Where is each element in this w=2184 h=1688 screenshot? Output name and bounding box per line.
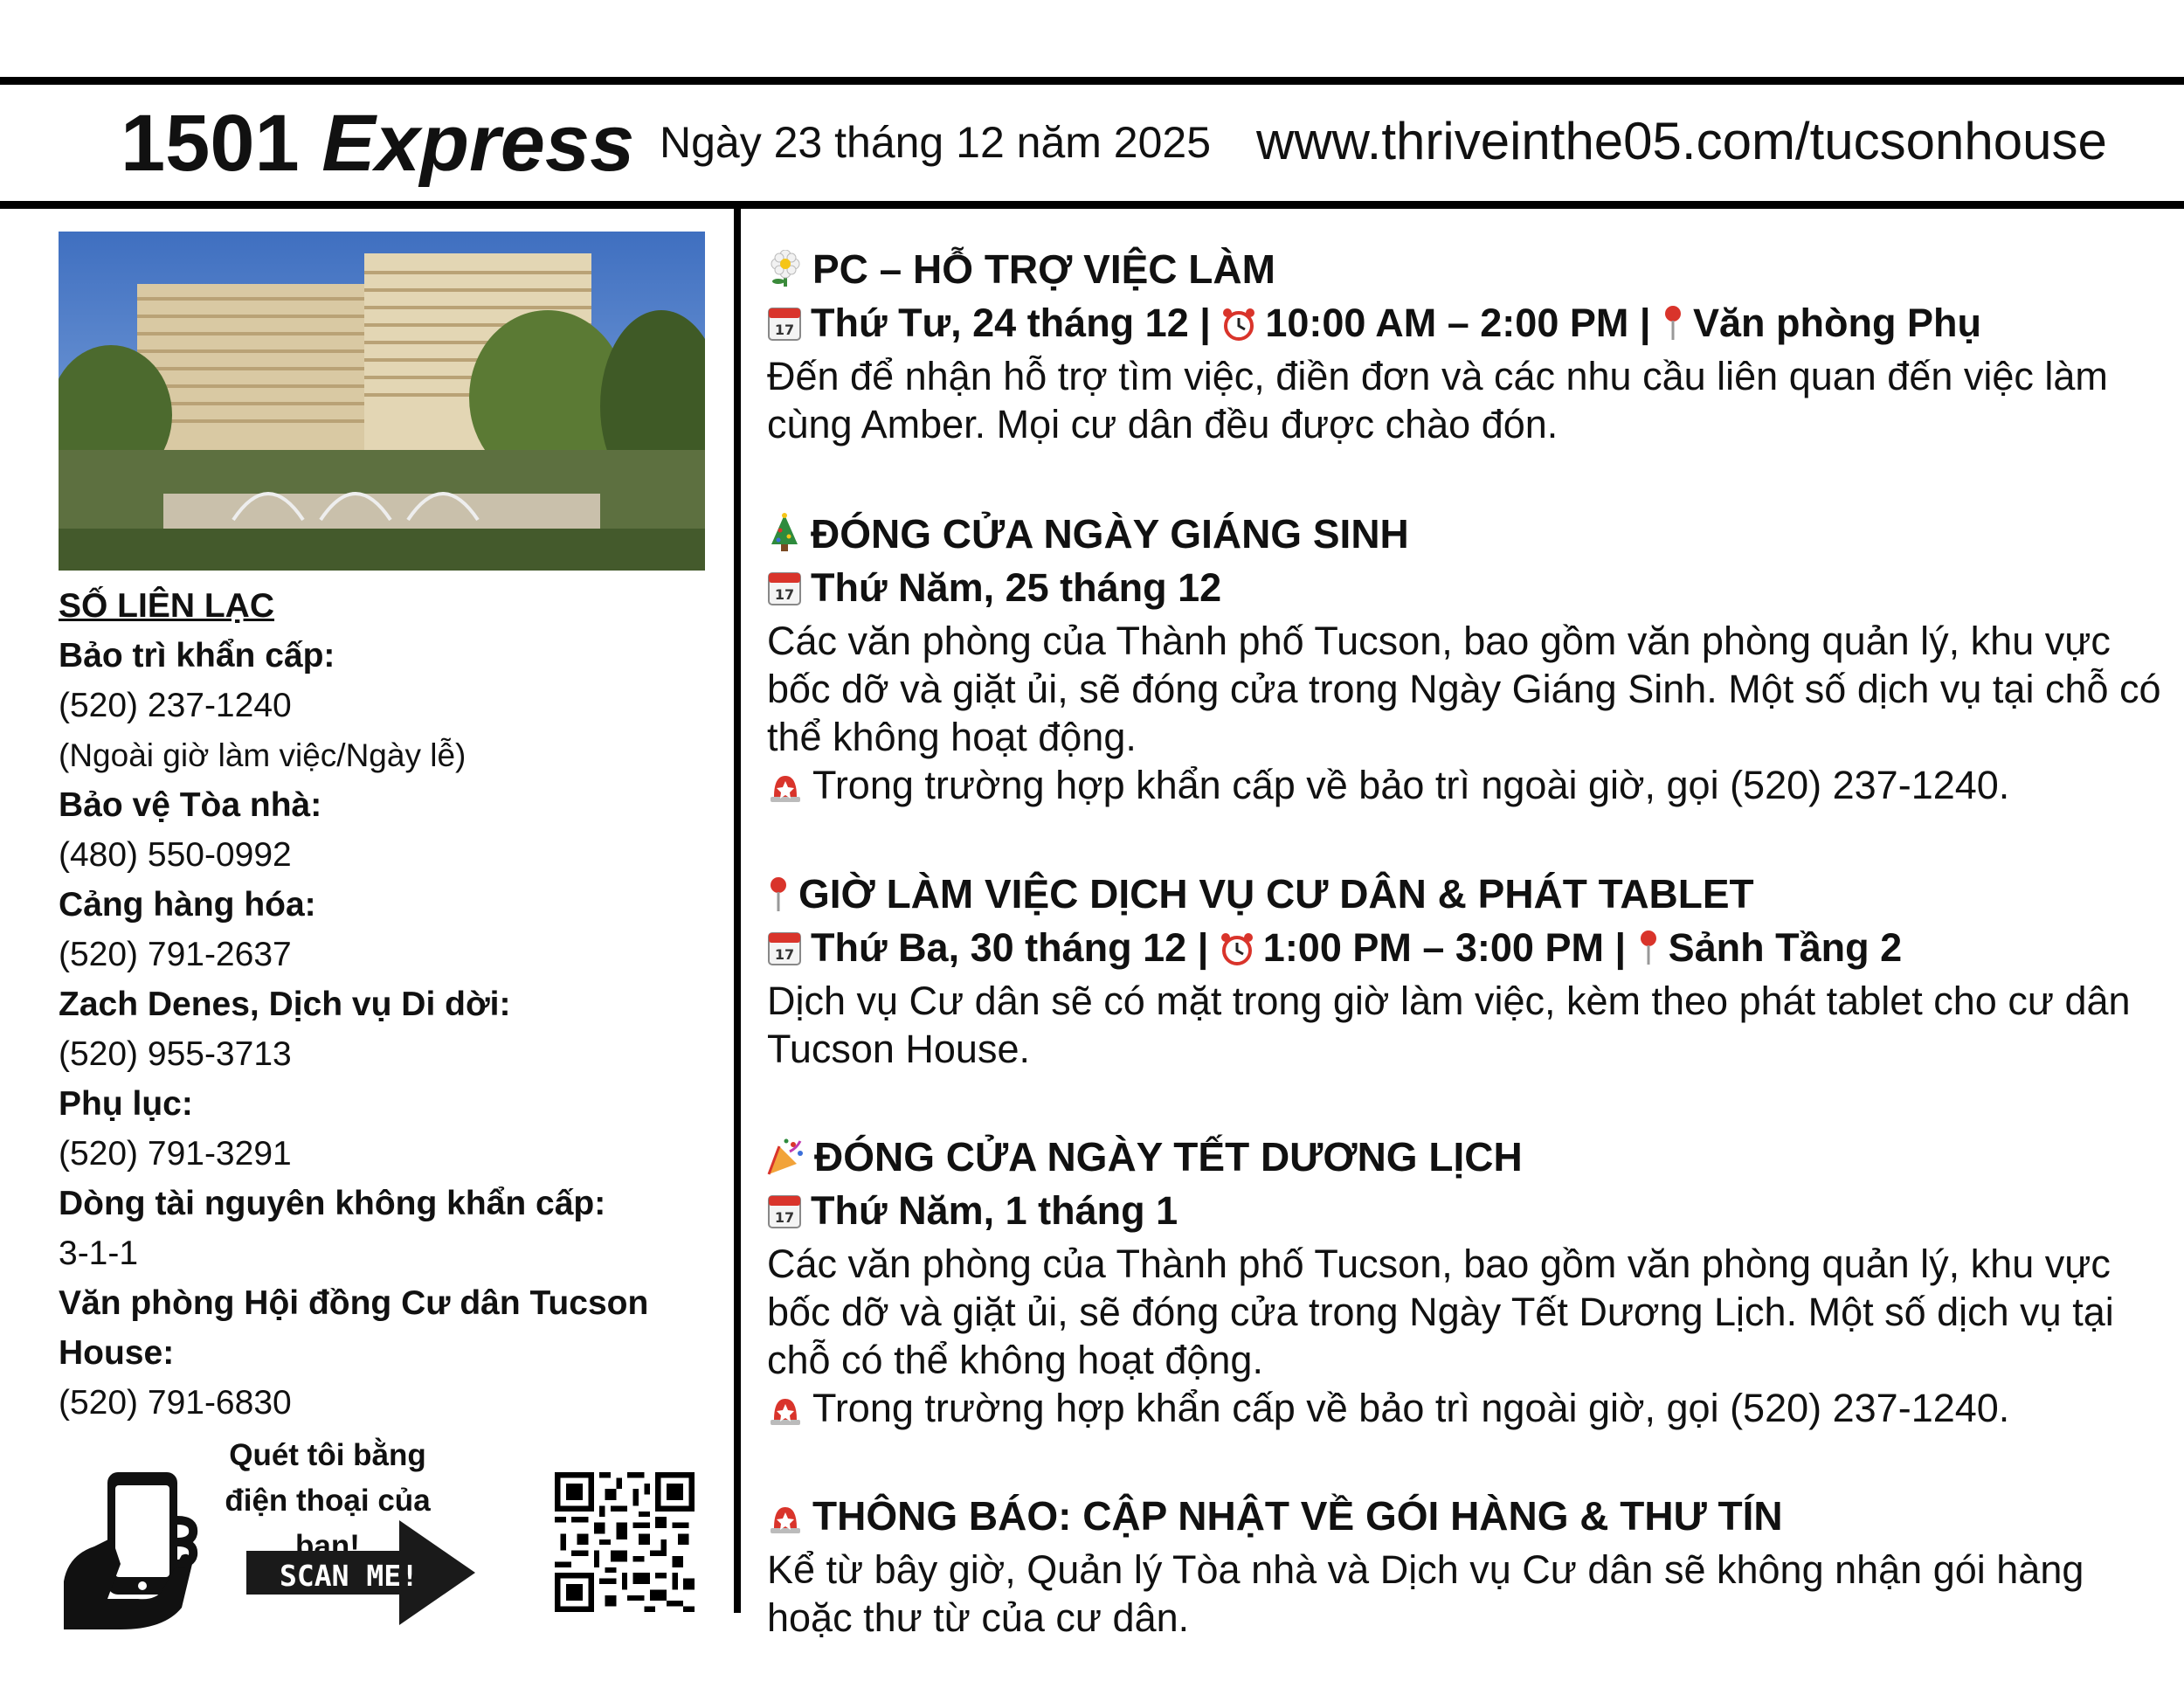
event-time: 1:00 PM – 3:00 PM [1262,925,1604,970]
newsletter-header [0,85,2184,201]
event-job-support [767,245,2165,448]
event-alert: Trong trường hợp khẩn cấp về bảo trì ngoài giờ, gọi (520) 237-1240. [812,1386,2010,1430]
scan-section [52,1433,716,1634]
pin-icon [767,875,790,924]
contact-phone[interactable]: 3-1-1 [59,1235,139,1272]
event-title-row [767,869,2165,924]
event-new-year-closure [767,1132,2165,1437]
event-alert-row [767,1384,2165,1437]
title-number: 1501 [121,99,300,188]
event-title: THÔNG BÁO: CẬP NHẬT VỀ GÓI HÀNG & THƯ TÍN [812,1493,1783,1539]
contact-phone[interactable]: (480) 550-0992 [59,836,292,874]
calendar-icon [767,929,802,977]
event-title-row [767,245,2165,299]
event-title-row [767,1132,2165,1186]
event-description: Các văn phòng của Thành phố Tucson, bao gồm văn phòng quản lý, khu vực bốc dỡ và giặt ủi, sẽ đóng cửa trong Ngày Tết Dương Lịch. Một số dịch vụ tại chỗ có thể không hoạt động. [767,1242,2114,1382]
contact-label: Bảo vệ Tòa nhà: [59,786,322,824]
svg-text:17: 17 [774,322,795,338]
flower-icon [767,250,804,299]
pin-icon [1637,929,1660,977]
contact-list [59,581,722,1428]
column-divider [734,209,741,1613]
svg-text:17: 17 [774,586,795,603]
event-resident-services [767,869,2165,1073]
event-alert: Trong trường hợp khẩn cấp về bảo trì ngoài giờ, gọi (520) 237-1240. [812,763,2010,807]
event-date: Thứ Ba, 30 tháng 12 [811,925,1187,970]
event-title: ĐÓNG CỬA NGÀY GIÁNG SINH [811,511,1409,557]
scan-me-label: SCAN ME! [280,1559,418,1593]
header-top-rule [0,77,2184,85]
calendar-icon [767,304,802,352]
event-title: GIỜ LÀM VIỆC DỊCH VỤ CƯ DÂN & PHÁT TABLET [798,871,1754,917]
building-photo [59,232,705,571]
event-location: Văn phòng Phụ [1692,301,1981,345]
event-description: Kể từ bây giờ, Quản lý Tòa nhà và Dịch vụ Cư dân sẽ không nhận gói hàng hoặc thư từ của cư dân. [767,1547,2084,1640]
event-title: PC – HỖ TRỢ VIỆC LÀM [812,246,1275,292]
event-description: Dịch vụ Cư dân sẽ có mặt trong giờ làm việc, kèm theo phát tablet cho cư dân Tucson House. [767,979,2131,1071]
calendar-icon [767,569,802,617]
title-word: Express [321,99,635,188]
event-time: 10:00 AM – 2:00 PM [1265,301,1629,345]
calendar-icon [767,1192,802,1240]
christmas-tree-icon [767,513,802,564]
event-description: Đến để nhận hỗ trợ tìm việc, điền đơn và các nhu cầu liên quan đến việc làm cùng Amber. Mọi cư dân đều được chào đón. [767,354,2108,446]
event-title-row [767,509,2165,564]
event-date: Thứ Tư, 24 tháng 12 [811,301,1189,345]
event-meta-row: 17 Thứ Ba, 30 tháng 12 | 1:00 PM – 3:00 PM | Sảnh Tầng 2 [767,924,2165,977]
contact-phone[interactable]: (520) 791-2637 [59,936,292,973]
siren-icon [767,1389,804,1437]
alarm-clock-icon [1221,304,1256,352]
contact-phone[interactable]: (520) 791-3291 [59,1135,292,1173]
contact-label: Cảng hàng hóa: [59,886,316,924]
event-location: Sảnh Tầng 2 [1668,925,1903,970]
svg-text:17: 17 [774,1209,795,1226]
scan-instruction: Quét tôi bằng điện thoại của bạn! [225,1438,431,1563]
contact-phone[interactable]: (520) 791-6830 [59,1384,292,1422]
contact-label: Zach Denes, Dịch vụ Di dời: [59,986,511,1023]
event-meta-row: 17 Thứ Tư, 24 tháng 12 | 10:00 AM – 2:00 PM | Văn phòng Phụ [767,299,2165,352]
event-date: Thứ Năm, 25 tháng 12 [811,565,1222,610]
event-christmas-closure [767,509,2165,814]
contact-note: (Ngoài giờ làm việc/Ngày lễ) [59,737,467,773]
contact-label: Dòng tài nguyên không khẩn cấp: [59,1185,606,1222]
event-title: ĐÓNG CỬA NGÀY TẾT DƯƠNG LỊCH [814,1134,1523,1180]
scan-me-arrow[interactable] [246,1520,478,1629]
issue-date: Ngày 23 tháng 12 năm 2025 [660,118,1212,167]
event-alert-row [767,761,2165,814]
event-title-row [767,1491,2165,1546]
contact-label: Phụ lục: [59,1085,193,1123]
contact-label: Bảo trì khẩn cấp: [59,637,335,675]
contact-label: Văn phòng Hội đồng Cư dân Tucson House: [59,1284,649,1372]
alarm-clock-icon [1220,929,1254,977]
event-date: Thứ Năm, 1 tháng 1 [811,1188,1178,1233]
siren-icon [767,1497,804,1546]
svg-text:17: 17 [774,946,795,963]
event-description: Các văn phòng của Thành phố Tucson, bao gồm văn phòng quản lý, khu vực bốc dỡ và giặt ủi, sẽ đóng cửa trong Ngày Giáng Sinh. Một số dịch vụ tại chỗ có thể không hoạt động. [767,619,2161,759]
website-url[interactable]: www.thriveinthe05.com/tucsonhouse [1256,112,2107,170]
header-bottom-rule [0,201,2184,209]
party-popper-icon [767,1138,805,1186]
event-meta-row [767,1186,2165,1240]
siren-icon [767,766,804,814]
hand-phone-icon [59,1468,208,1634]
pin-icon [1662,304,1684,352]
contact-phone[interactable]: (520) 237-1240 [59,687,292,724]
event-meta-row [767,564,2165,617]
contacts-heading: SỐ LIÊN LẠC [59,587,275,625]
contact-phone[interactable]: (520) 955-3713 [59,1035,292,1073]
event-package-notice [767,1491,2165,1642]
newsletter-title [121,95,634,191]
qr-code[interactable] [555,1472,695,1616]
